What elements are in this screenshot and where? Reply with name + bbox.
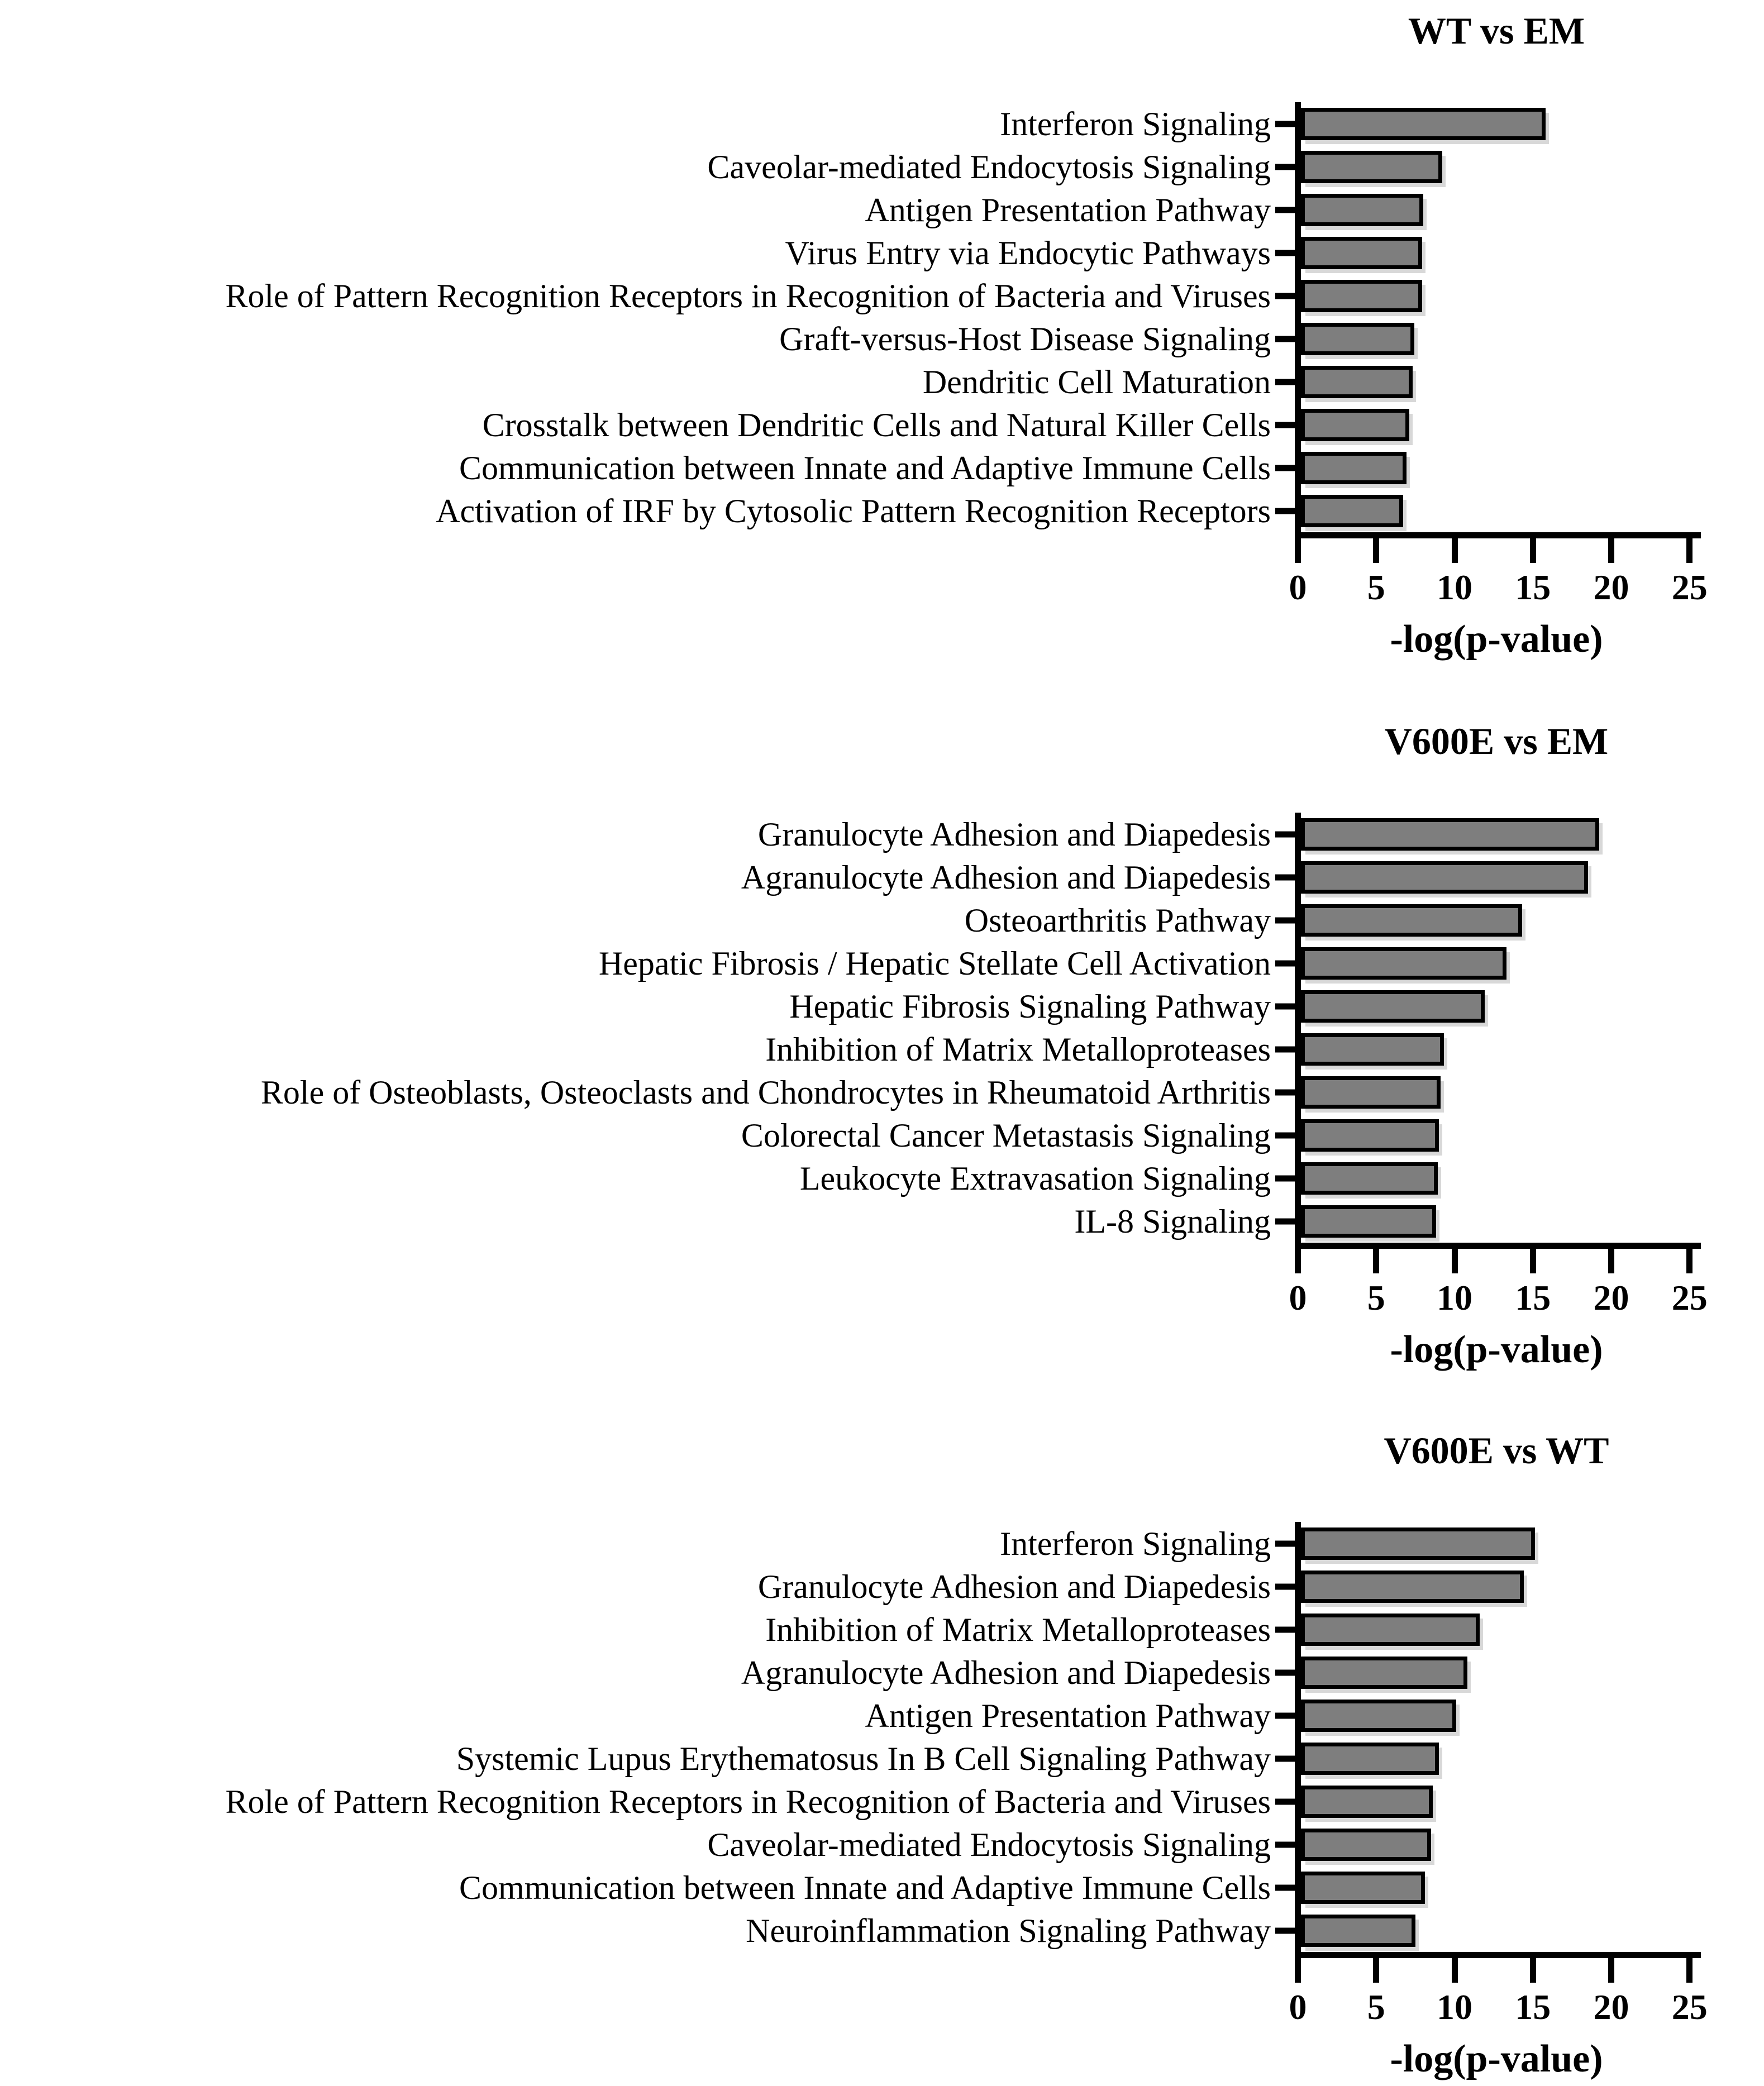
bar-wt-vs-em-9 <box>1301 495 1403 527</box>
bar-row <box>0 145 1764 188</box>
x-axis-tick <box>1373 1248 1379 1273</box>
bar-v600e-vs-wt-0 <box>1301 1527 1535 1560</box>
category-label: Communication between Innate and Adaptive Immune Cells <box>459 449 1271 486</box>
y-axis-tick <box>1275 1003 1295 1009</box>
y-axis-tick <box>1275 874 1295 880</box>
x-axis-tick <box>1373 1957 1379 1983</box>
x-axis-tick <box>1295 1957 1301 1983</box>
y-axis-tick <box>1275 1132 1295 1138</box>
bar-wt-vs-em-8 <box>1301 452 1407 484</box>
chart-wt-vs-em <box>0 10 1764 666</box>
chart-v600e-vs-wt <box>0 1430 1764 2086</box>
bar-v600e-vs-em-1 <box>1301 861 1588 894</box>
y-axis-tick <box>1275 336 1295 342</box>
bar-row <box>0 1608 1764 1651</box>
x-tick-label: 10 <box>1437 1278 1472 1318</box>
category-label: Caveolar-mediated Endocytosis Signaling <box>707 1826 1271 1863</box>
x-axis-tick <box>1608 1957 1614 1983</box>
y-axis-tick <box>1275 465 1295 471</box>
bar-row <box>0 317 1764 360</box>
bar-row <box>0 1780 1764 1823</box>
category-label: Colorectal Cancer Metastasis Signaling <box>741 1116 1271 1154</box>
category-label: Hepatic Fibrosis Signaling Pathway <box>789 987 1271 1025</box>
x-axis-tick <box>1295 537 1301 563</box>
category-label: IL-8 Signaling <box>1074 1202 1271 1240</box>
bar-row <box>0 231 1764 274</box>
y-axis-tick <box>1275 917 1295 923</box>
bar-wt-vs-em-6 <box>1301 366 1413 398</box>
category-label: Granulocyte Adhesion and Diapedesis <box>757 1568 1271 1605</box>
y-axis-tick <box>1275 250 1295 256</box>
y-axis-tick <box>1275 1046 1295 1052</box>
bar-v600e-vs-wt-1 <box>1301 1571 1524 1603</box>
bar-wt-vs-em-4 <box>1301 280 1422 312</box>
category-label: Neuroinflammation Signaling Pathway <box>746 1912 1271 1949</box>
category-label: Virus Entry via Endocytic Pathways <box>785 234 1271 271</box>
category-label: Inhibition of Matrix Metalloproteases <box>765 1030 1271 1068</box>
plot-area <box>0 813 1764 1243</box>
bar-row <box>0 942 1764 985</box>
category-label: Osteoarthritis Pathway <box>964 901 1271 939</box>
category-label: Graft-versus-Host Disease Signaling <box>779 320 1271 357</box>
category-label: Hepatic Fibrosis / Hepatic Stellate Cell Activation <box>598 944 1271 982</box>
x-tick-label: 15 <box>1515 567 1551 607</box>
bar-v600e-vs-wt-9 <box>1301 1915 1415 1947</box>
x-axis-line <box>1295 532 1701 538</box>
x-axis-tick <box>1452 1248 1458 1273</box>
x-axis-line <box>1295 1243 1701 1249</box>
x-axis-tick <box>1686 1957 1693 1983</box>
category-label: Dendritic Cell Maturation <box>922 363 1271 400</box>
bar-wt-vs-em-2 <box>1301 194 1423 226</box>
x-tick-label: 5 <box>1367 1278 1385 1318</box>
y-axis-tick <box>1275 1884 1295 1891</box>
bar-v600e-vs-em-5 <box>1301 1033 1444 1066</box>
category-label: Systemic Lupus Erythematosus In B Cell Signaling Pathway <box>456 1740 1271 1777</box>
bar-row <box>0 1565 1764 1608</box>
x-tick-label: 20 <box>1593 1987 1629 2027</box>
y-axis-tick <box>1275 1089 1295 1095</box>
bar-row <box>0 403 1764 446</box>
bar-v600e-vs-em-7 <box>1301 1119 1439 1152</box>
bar-row <box>0 489 1764 532</box>
y-axis-tick <box>1275 1927 1295 1934</box>
bar-row <box>0 1694 1764 1737</box>
bar-row <box>0 1737 1764 1780</box>
bar-v600e-vs-em-0 <box>1301 818 1599 851</box>
chart-v600e-vs-em <box>0 720 1764 1377</box>
y-axis-tick <box>1275 831 1295 837</box>
x-axis-tick <box>1686 537 1693 563</box>
category-label: Inhibition of Matrix Metalloproteases <box>765 1611 1271 1648</box>
x-tick-label: 10 <box>1437 1987 1472 2027</box>
bar-row <box>0 899 1764 942</box>
y-axis-tick <box>1275 1841 1295 1848</box>
category-label: Communication between Innate and Adaptive Immune Cells <box>459 1869 1271 1906</box>
category-label: Agranulocyte Adhesion and Diapedesis <box>741 858 1271 896</box>
bar-wt-vs-em-5 <box>1301 323 1414 355</box>
category-label: Agranulocyte Adhesion and Diapedesis <box>741 1654 1271 1691</box>
y-axis-tick <box>1275 293 1295 299</box>
bar-row <box>0 1200 1764 1243</box>
y-axis-tick <box>1275 1626 1295 1632</box>
y-axis-tick <box>1275 121 1295 127</box>
bar-row <box>0 1114 1764 1157</box>
category-label: Leukocyte Extravasation Signaling <box>799 1159 1271 1197</box>
category-label: Granulocyte Adhesion and Diapedesis <box>757 815 1271 853</box>
x-axis-tick <box>1452 1957 1458 1983</box>
y-axis-tick <box>1275 1175 1295 1181</box>
bar-row <box>0 274 1764 317</box>
plot-area <box>0 102 1764 532</box>
bar-row <box>0 1909 1764 1952</box>
x-tick-label: 20 <box>1593 567 1629 607</box>
y-axis-tick <box>1275 1669 1295 1676</box>
category-label: Role of Pattern Recognition Receptors in Recognition of Bacteria and Viruses <box>225 277 1271 314</box>
x-tick-label: 25 <box>1671 567 1708 607</box>
chart-title: V600E vs EM <box>1384 720 1609 762</box>
bar-row <box>0 1522 1764 1565</box>
y-axis-tick <box>1275 1583 1295 1589</box>
bar-row <box>0 985 1764 1028</box>
category-label: Activation of IRF by Cytosolic Pattern Recognition Receptors <box>436 492 1271 529</box>
bar-row <box>0 1823 1764 1866</box>
bar-v600e-vs-em-3 <box>1301 947 1506 980</box>
x-tick-label: 15 <box>1515 1278 1551 1318</box>
y-axis-tick <box>1275 422 1295 428</box>
x-axis-tick <box>1530 1248 1536 1273</box>
x-tick-label: 25 <box>1671 1987 1708 2027</box>
bar-row <box>0 446 1764 489</box>
category-label: Role of Pattern Recognition Receptors in Recognition of Bacteria and Viruses <box>225 1783 1271 1820</box>
y-axis-tick <box>1275 1755 1295 1762</box>
x-axis-tick <box>1530 537 1536 563</box>
x-tick-label: 20 <box>1593 1278 1629 1318</box>
y-axis-tick <box>1275 960 1295 966</box>
x-axis-tick <box>1608 1248 1614 1273</box>
chart-title: V600E vs WT <box>1384 1429 1609 1472</box>
bar-row <box>0 188 1764 231</box>
bar-row <box>0 1071 1764 1114</box>
bar-v600e-vs-wt-8 <box>1301 1872 1425 1904</box>
bar-v600e-vs-wt-4 <box>1301 1700 1456 1732</box>
category-label: Interferon Signaling <box>1000 105 1271 142</box>
bar-row <box>0 1866 1764 1909</box>
y-axis-tick <box>1275 1540 1295 1546</box>
bar-row <box>0 1157 1764 1200</box>
y-axis-tick <box>1275 1798 1295 1805</box>
bar-row <box>0 102 1764 145</box>
bar-row <box>0 856 1764 899</box>
x-axis-title: -log(p-value) <box>1390 2037 1603 2080</box>
y-axis-tick <box>1275 508 1295 514</box>
bar-row <box>0 813 1764 856</box>
y-axis-tick <box>1275 207 1295 213</box>
x-tick-label: 5 <box>1367 567 1385 607</box>
bar-v600e-vs-wt-5 <box>1301 1743 1439 1775</box>
bar-v600e-vs-wt-6 <box>1301 1786 1433 1818</box>
y-axis-tick <box>1275 164 1295 170</box>
category-label: Crosstalk between Dendritic Cells and Natural Killer Cells <box>482 406 1271 443</box>
bar-row <box>0 1028 1764 1071</box>
bar-v600e-vs-wt-7 <box>1301 1829 1431 1861</box>
x-tick-label: 25 <box>1671 1278 1708 1318</box>
bar-wt-vs-em-7 <box>1301 409 1409 441</box>
category-label: Antigen Presentation Pathway <box>865 1697 1271 1734</box>
x-axis-tick <box>1686 1248 1693 1273</box>
x-axis-tick <box>1373 537 1379 563</box>
bar-v600e-vs-em-9 <box>1301 1205 1436 1238</box>
bar-row <box>0 1651 1764 1694</box>
x-axis-line <box>1295 1952 1701 1958</box>
x-axis-title: -log(p-value) <box>1390 1328 1603 1371</box>
bar-wt-vs-em-3 <box>1301 237 1422 269</box>
x-tick-label: 0 <box>1289 1278 1307 1318</box>
x-tick-label: 5 <box>1367 1987 1385 2027</box>
bar-v600e-vs-em-2 <box>1301 904 1522 937</box>
x-axis-title: -log(p-value) <box>1390 618 1603 661</box>
x-tick-label: 0 <box>1289 1987 1307 2027</box>
x-tick-label: 10 <box>1437 567 1472 607</box>
category-label: Caveolar-mediated Endocytosis Signaling <box>707 148 1271 185</box>
bar-v600e-vs-em-8 <box>1301 1162 1438 1195</box>
bar-wt-vs-em-1 <box>1301 151 1442 183</box>
x-tick-label: 0 <box>1289 567 1307 607</box>
y-axis-tick <box>1275 379 1295 385</box>
bar-v600e-vs-em-6 <box>1301 1076 1441 1109</box>
bar-wt-vs-em-0 <box>1301 108 1546 140</box>
y-axis-tick <box>1275 1218 1295 1224</box>
bar-v600e-vs-wt-2 <box>1301 1614 1480 1646</box>
x-tick-label: 15 <box>1515 1987 1551 2027</box>
bar-row <box>0 360 1764 403</box>
bar-v600e-vs-wt-3 <box>1301 1657 1467 1689</box>
category-label: Interferon Signaling <box>1000 1525 1271 1562</box>
bar-v600e-vs-em-4 <box>1301 990 1485 1023</box>
category-label: Role of Osteoblasts, Osteoclasts and Chondrocytes in Rheumatoid Arthritis <box>260 1073 1271 1111</box>
category-label: Antigen Presentation Pathway <box>865 191 1271 228</box>
y-axis-tick <box>1275 1712 1295 1719</box>
plot-area <box>0 1522 1764 1952</box>
x-axis-tick <box>1452 537 1458 563</box>
chart-title: WT vs EM <box>1408 9 1585 52</box>
x-axis-tick <box>1295 1248 1301 1273</box>
x-axis-tick <box>1530 1957 1536 1983</box>
x-axis-tick <box>1608 537 1614 563</box>
